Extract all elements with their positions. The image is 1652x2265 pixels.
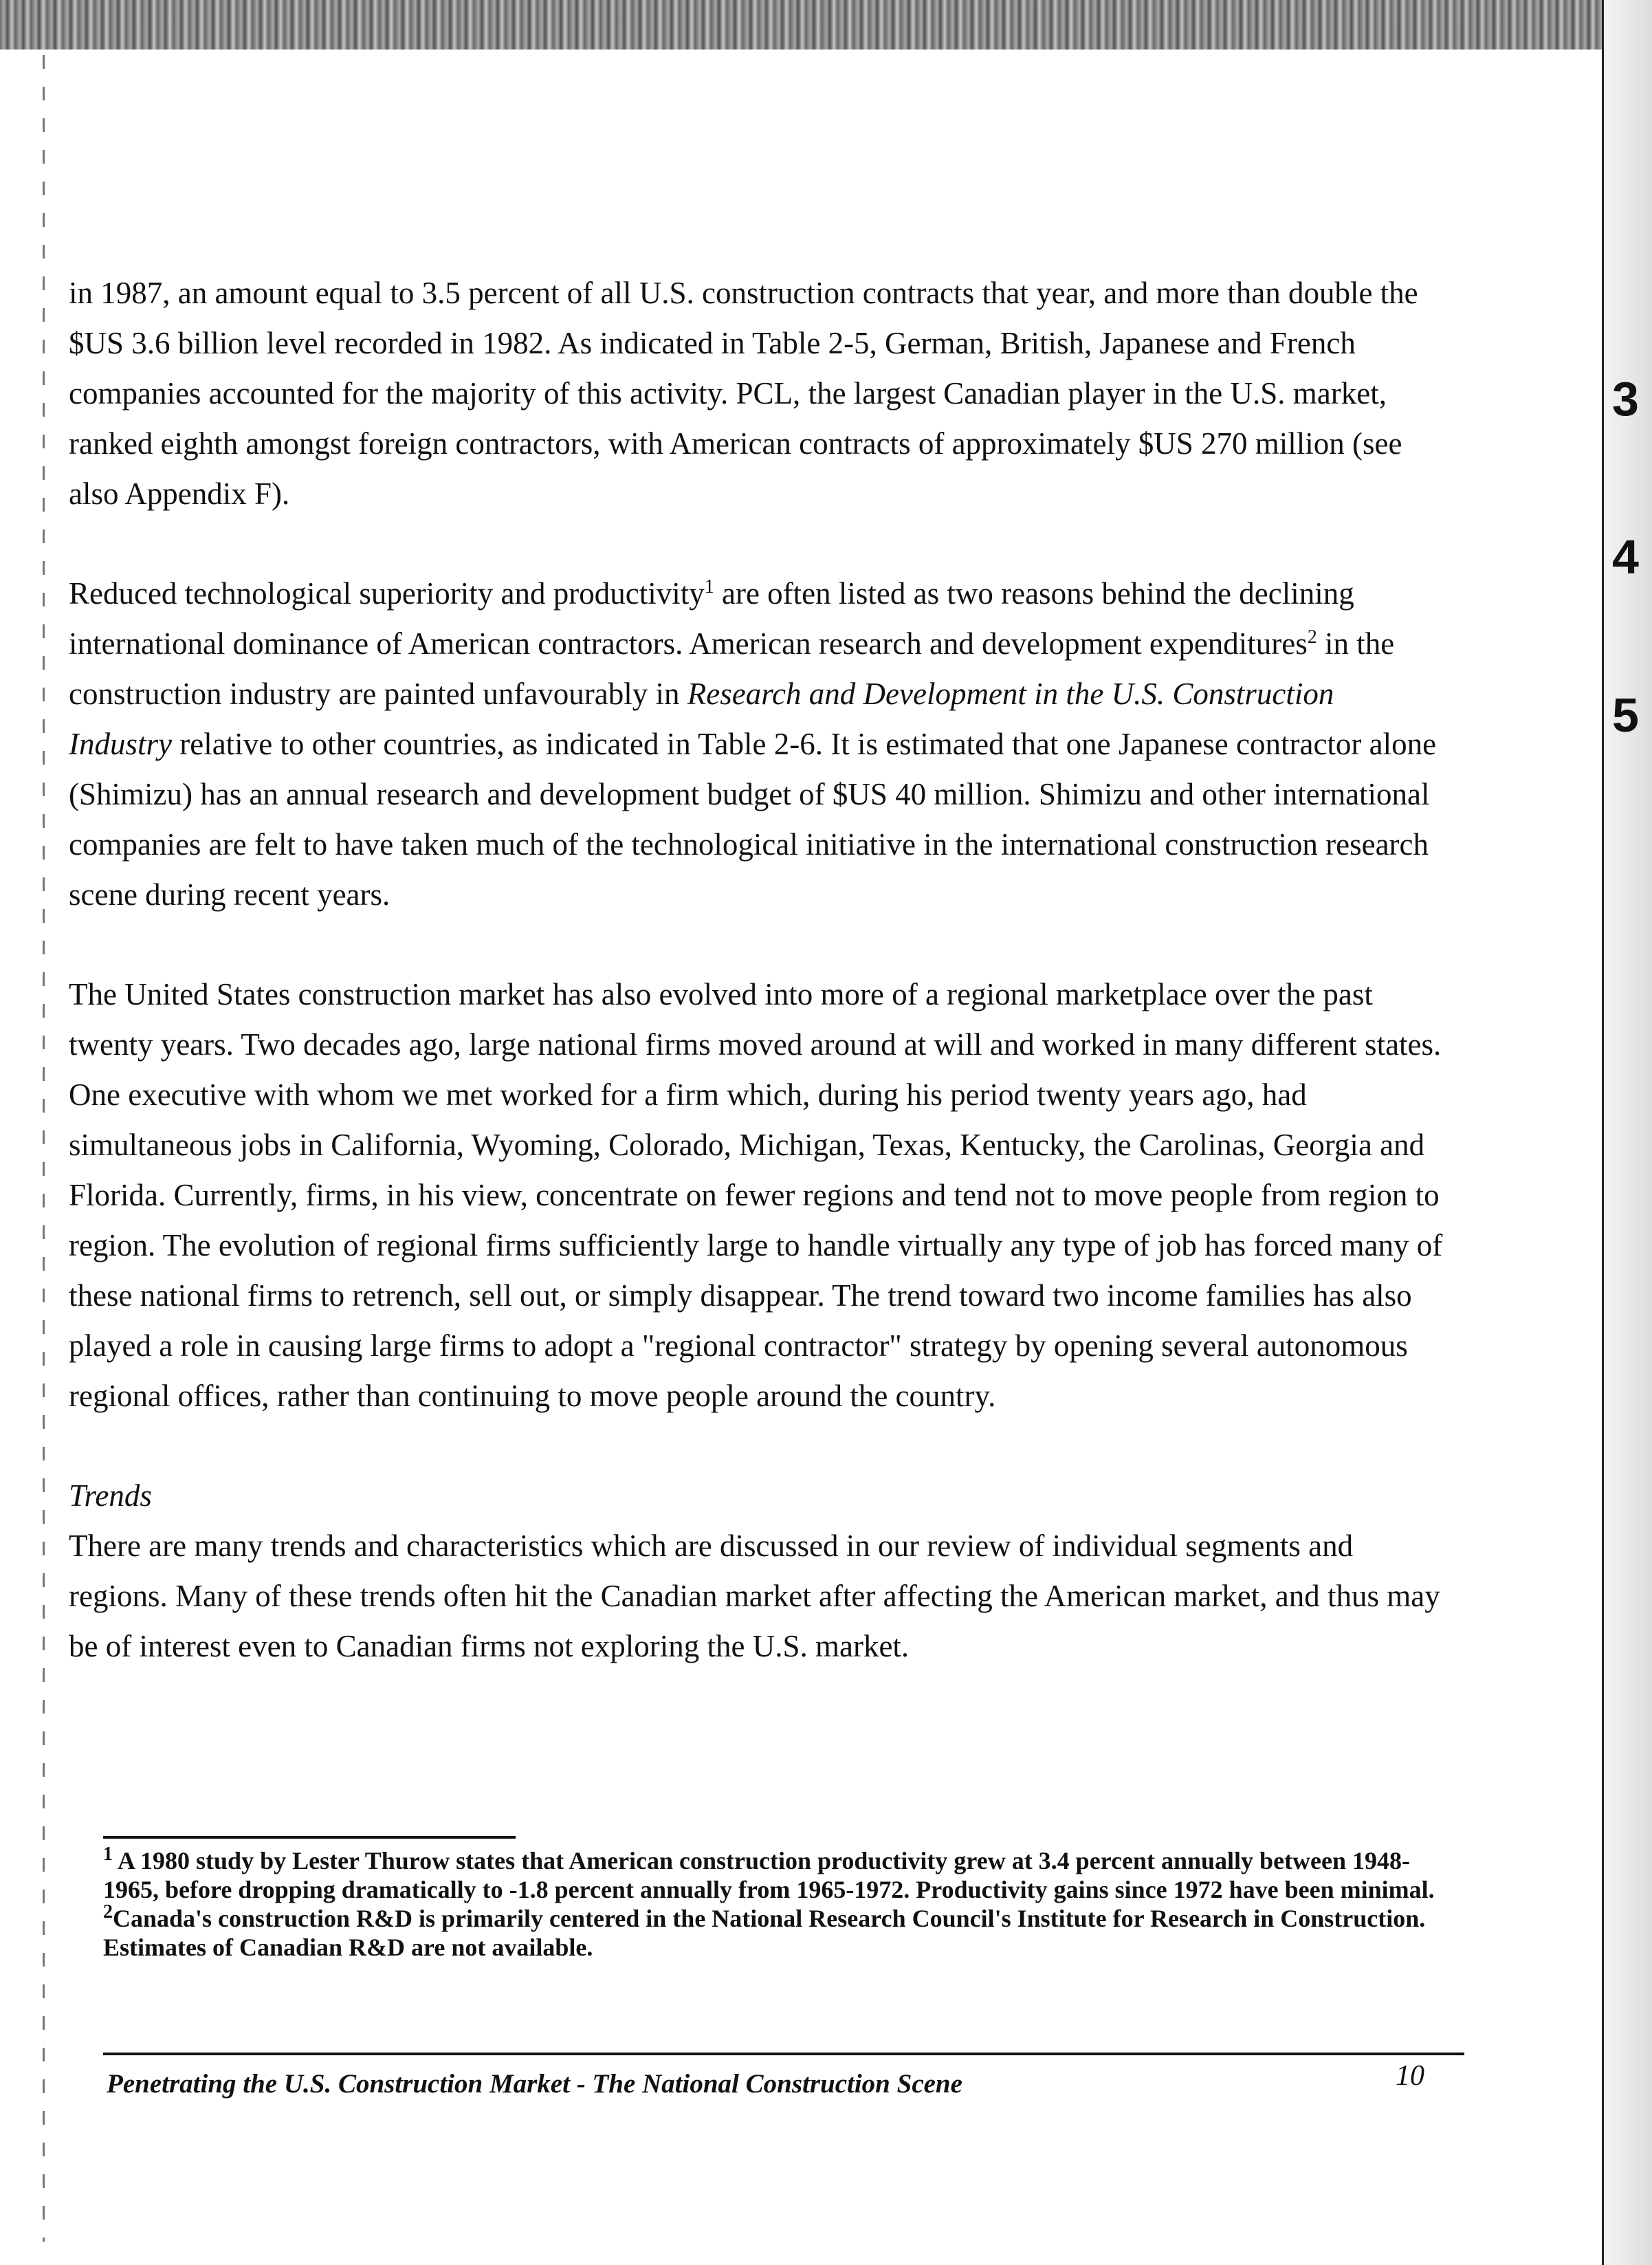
scan-left-edge — [43, 55, 45, 2242]
paragraph-3: The United States construction market has also evolved into more of a regional marketplace over the past twenty years. Two decades ago, large national firms moved around at will and worked in many different states. One executive with whom we met worked for a firm which, during his period twenty years ago, had simultaneous jobs in California, Wyoming, Colorado, Michigan, Texas, Kentucky, the Carolinas, Georgia and Florida. Currently, firms, in his view, concentrate on fewer regions and tend not to move people from region to region. The evolution of regional firms sufficiently large to handle virtually any type of job has forced many of these national firms to retrench, sell out, or simply disappear. The trend toward two income families has also played a role in causing large firms to adopt a "regional contractor" strategy by opening several autonomous regional offices, rather than continuing to move people around the country. — [69, 977, 1443, 1413]
paragraph-1: in 1987, an amount equal to 3.5 percent of all U.S. construction contracts that year, and more than double the $US 3.6 billion level recorded in 1982. As indicated in Table 2-5, German, British, Japanese and French companies accounted for the majority of this activity. PCL, the largest Canadian player in the U.S. market, ranked eighth amongst foreign contractors, with American contracts of approximately $US 270 million (see also Appendix F). — [69, 276, 1418, 511]
footnote-2 — [103, 1901, 1444, 1962]
edge-mark-3: 3 — [1612, 372, 1639, 426]
footnote-1-text: A 1980 study by Lester Thurow states that American construction productivity grew at 3.4 percent annually between 1948-1965, before dropping dramatically to -1.8 percent annually from 1965-1972. Productivity gains since 1972 have been minimal. — [103, 1847, 1435, 1903]
report-title-italic: Research and Development in the U.S. Construction Industry — [69, 677, 1334, 761]
paragraph-2-text-d: relative to other countries, as indicated in Table 2-6. It is estimated that one Japanese contractor alone (Shimizu) has an annual research and development budget of $US 40 million. Shimizu and other international companies are felt to have taken much of the technological initiative in the international construction research scene during recent years. — [69, 727, 1437, 912]
footnote-2-mark: 2 — [103, 1901, 113, 1923]
footnotes — [103, 1843, 1444, 1962]
footnote-ref-2: 2 — [1307, 626, 1317, 648]
paragraph-2-text-c: in the construction industry are painted unfavourably in — [69, 626, 1395, 711]
scan-top-edge — [0, 0, 1652, 50]
footer-divider — [103, 2053, 1464, 2055]
footer-title: Penetrating the U.S. Construction Market - The National Construction Scene — [107, 2069, 962, 2099]
edge-mark-4: 4 — [1612, 530, 1639, 584]
footnote-1 — [103, 1843, 1444, 1904]
trends-paragraph: There are many trends and characteristics which are discussed in our review of individual segments and regions. Many of these trends often hit the Canadian market after affecting the American market, and thus may be of interest even to Canadian firms not exploring the U.S. market. — [69, 1529, 1440, 1663]
footnote-1-mark: 1 — [103, 1843, 113, 1865]
page-number: 10 — [1396, 2060, 1424, 2092]
trends-heading: Trends — [69, 1478, 152, 1513]
paragraph-2 — [69, 569, 1444, 920]
document-body — [69, 268, 1444, 1672]
footnote-2-text: Canada's construction R&D is primarily centered in the National Research Council's Institute for Research in Construction. Estimates of Canadian R&D are not available. — [103, 1905, 1426, 1961]
edge-mark-5: 5 — [1612, 688, 1639, 742]
paragraph-2-text-a: Reduced technological superiority and productivity — [69, 576, 705, 611]
scan-right-edge — [1602, 0, 1652, 2265]
footnote-divider — [103, 1836, 516, 1839]
footnote-ref-1: 1 — [704, 576, 714, 598]
paragraph-2-text-b: are often listed as two reasons behind the declining international dominance of American contractors. American research and development expenditures — [69, 576, 1354, 661]
